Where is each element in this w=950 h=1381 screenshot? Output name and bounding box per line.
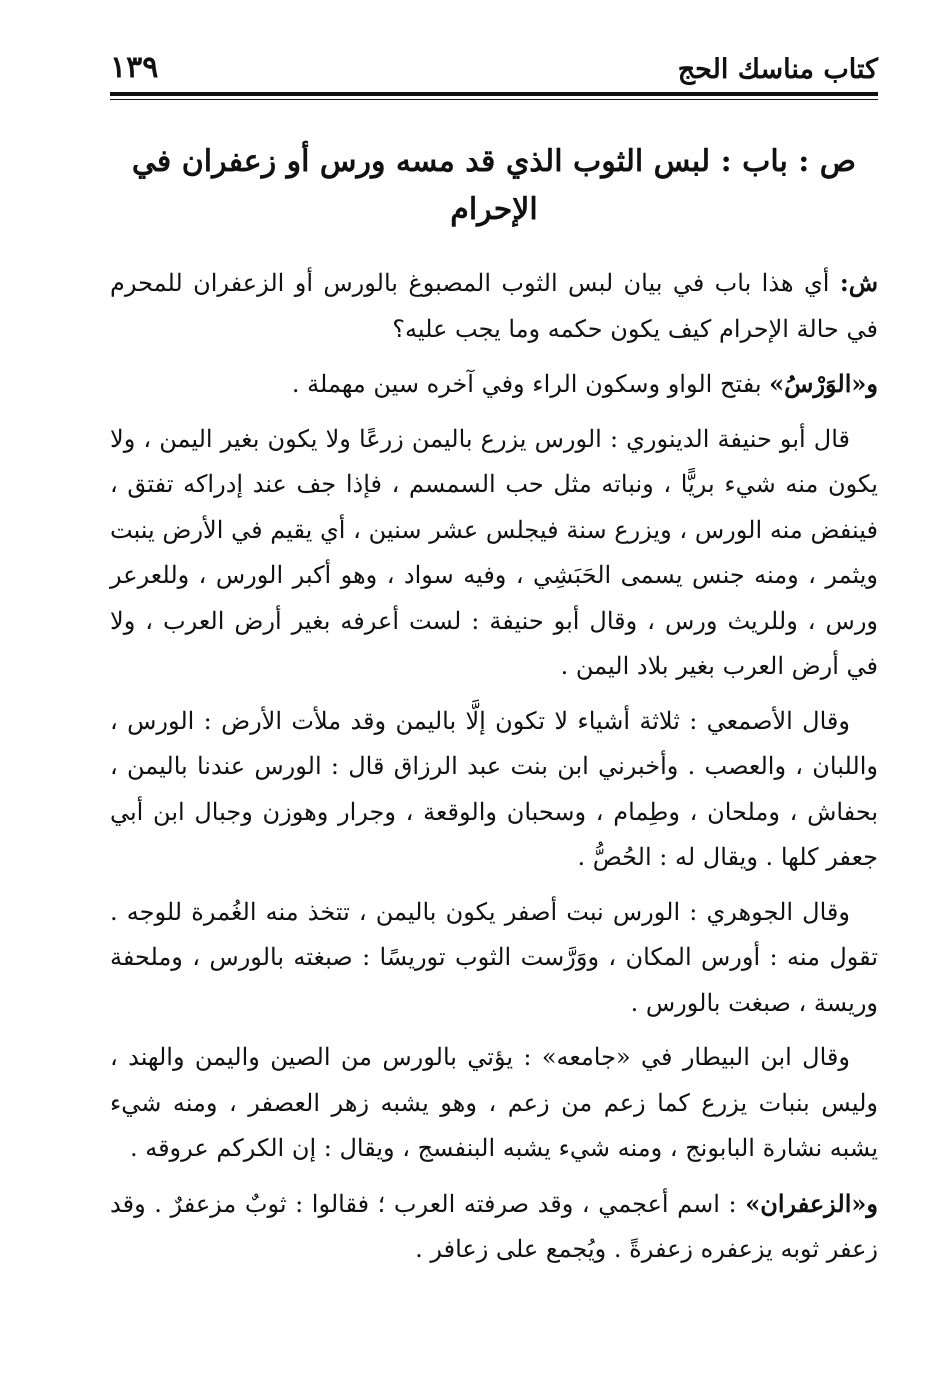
paragraph-text: أي هذا باب في بيان لبس الثوب المصبوغ بالورس أو الزعفران للمحرم في حالة الإحرام كيف يكون حكمه وما يجب عليه؟ bbox=[110, 269, 878, 343]
paragraph-text: : اسم أعجمي ، وقد صرفته العرب ؛ فقالوا : ثوبٌ مزعفرٌ . وقد زعفر ثوبه يزعفره زعفرةً . ويُجمع على زعافر . bbox=[110, 1189, 878, 1263]
chapter-heading bbox=[110, 138, 878, 234]
page-body bbox=[110, 138, 878, 1282]
paragraph-5 bbox=[110, 890, 878, 1027]
paragraph-3 bbox=[110, 417, 878, 690]
paragraph-text: بفتح الواو وسكون الراء وفي آخره سين مهملة . bbox=[291, 370, 770, 398]
page-header bbox=[110, 48, 878, 88]
chapter-title: باب : لبس الثوب الذي قد مسه ورس أو زعفران في الإحرام bbox=[131, 144, 788, 227]
page-number: ١٣٩ bbox=[110, 50, 159, 85]
paragraph-text: قال أبو حنيفة الدينوري : الورس يزرع باليمن زرعًا ولا يكون بغير اليمن ، ولا يكون منه شيء بريًّا ، ونباته مثل حب السمسم ، فإذا جف عند إدراكه تفتق ، فينفض منه الورس ، ويزرع سنة فيجلس عشر سنين ، أي يقيم في الأرض ينبت ويثمر ، ومنه جنس يسمى الحَبَشِي ، وفيه سواد ، وهو أكبر الورس ، وللعرعر ورس ، وللريث ورس ، وقال أبو حنيفة : لست أعرفه بغير أرض العرب ، ولا في أرض العرب بغير بلاد اليمن . bbox=[110, 424, 878, 680]
paragraph-2 bbox=[110, 361, 878, 408]
paragraph-lead: و«الزعفران» bbox=[745, 1188, 878, 1218]
header-rule-thick bbox=[110, 92, 878, 96]
paragraph-lead: ش: bbox=[839, 268, 878, 297]
header-rule-thin bbox=[110, 99, 878, 100]
chapter-label: ص : bbox=[798, 144, 857, 179]
paragraph-4 bbox=[110, 699, 878, 881]
running-book-title: كتاب مناسك الحج bbox=[677, 54, 878, 85]
paragraph-text: وقال الأصمعي : ثلاثة أشياء لا تكون إلَّا باليمن وقد ملأت الأرض : الورس ، واللبان ، والعصب . وأخبرني ابن بنت عبد الرزاق قال : الورس عندنا باليمن ، بحفاش ، وملحان ، وطِمام ، وسحبان والوقعة ، وجرار وهوزن وجبال ابن أبي جعفر كلها . ويقال له : الحُصُّ . bbox=[110, 706, 878, 871]
paragraph-text: وقال الجوهري : الورس نبت أصفر يكون باليمن ، تتخذ منه الغُمرة للوجه . تقول منه : أورس المكان ، ووَرَّست الثوب توريسًا : صبغته بالورس ، وملحفة وريسة ، صبغت بالورس . bbox=[110, 897, 878, 1017]
paragraph-7 bbox=[110, 1181, 878, 1273]
paragraph-text: وقال ابن البيطار في «جامعه» : يؤتي بالورس من الصين واليمن والهند ، وليس بنبات يزرع كما زعم من زعم ، وهو يشبه زهر العصفر ، ومنه شيء يشبه نشارة البابونج ، ومنه شيء يشبه البنفسج ، ويقال : إن الكركم عروقه . bbox=[110, 1043, 879, 1162]
paragraph-lead: و«الوَرْسُ» bbox=[769, 369, 878, 398]
paragraph-1 bbox=[110, 260, 878, 352]
paragraph-6 bbox=[110, 1035, 878, 1172]
